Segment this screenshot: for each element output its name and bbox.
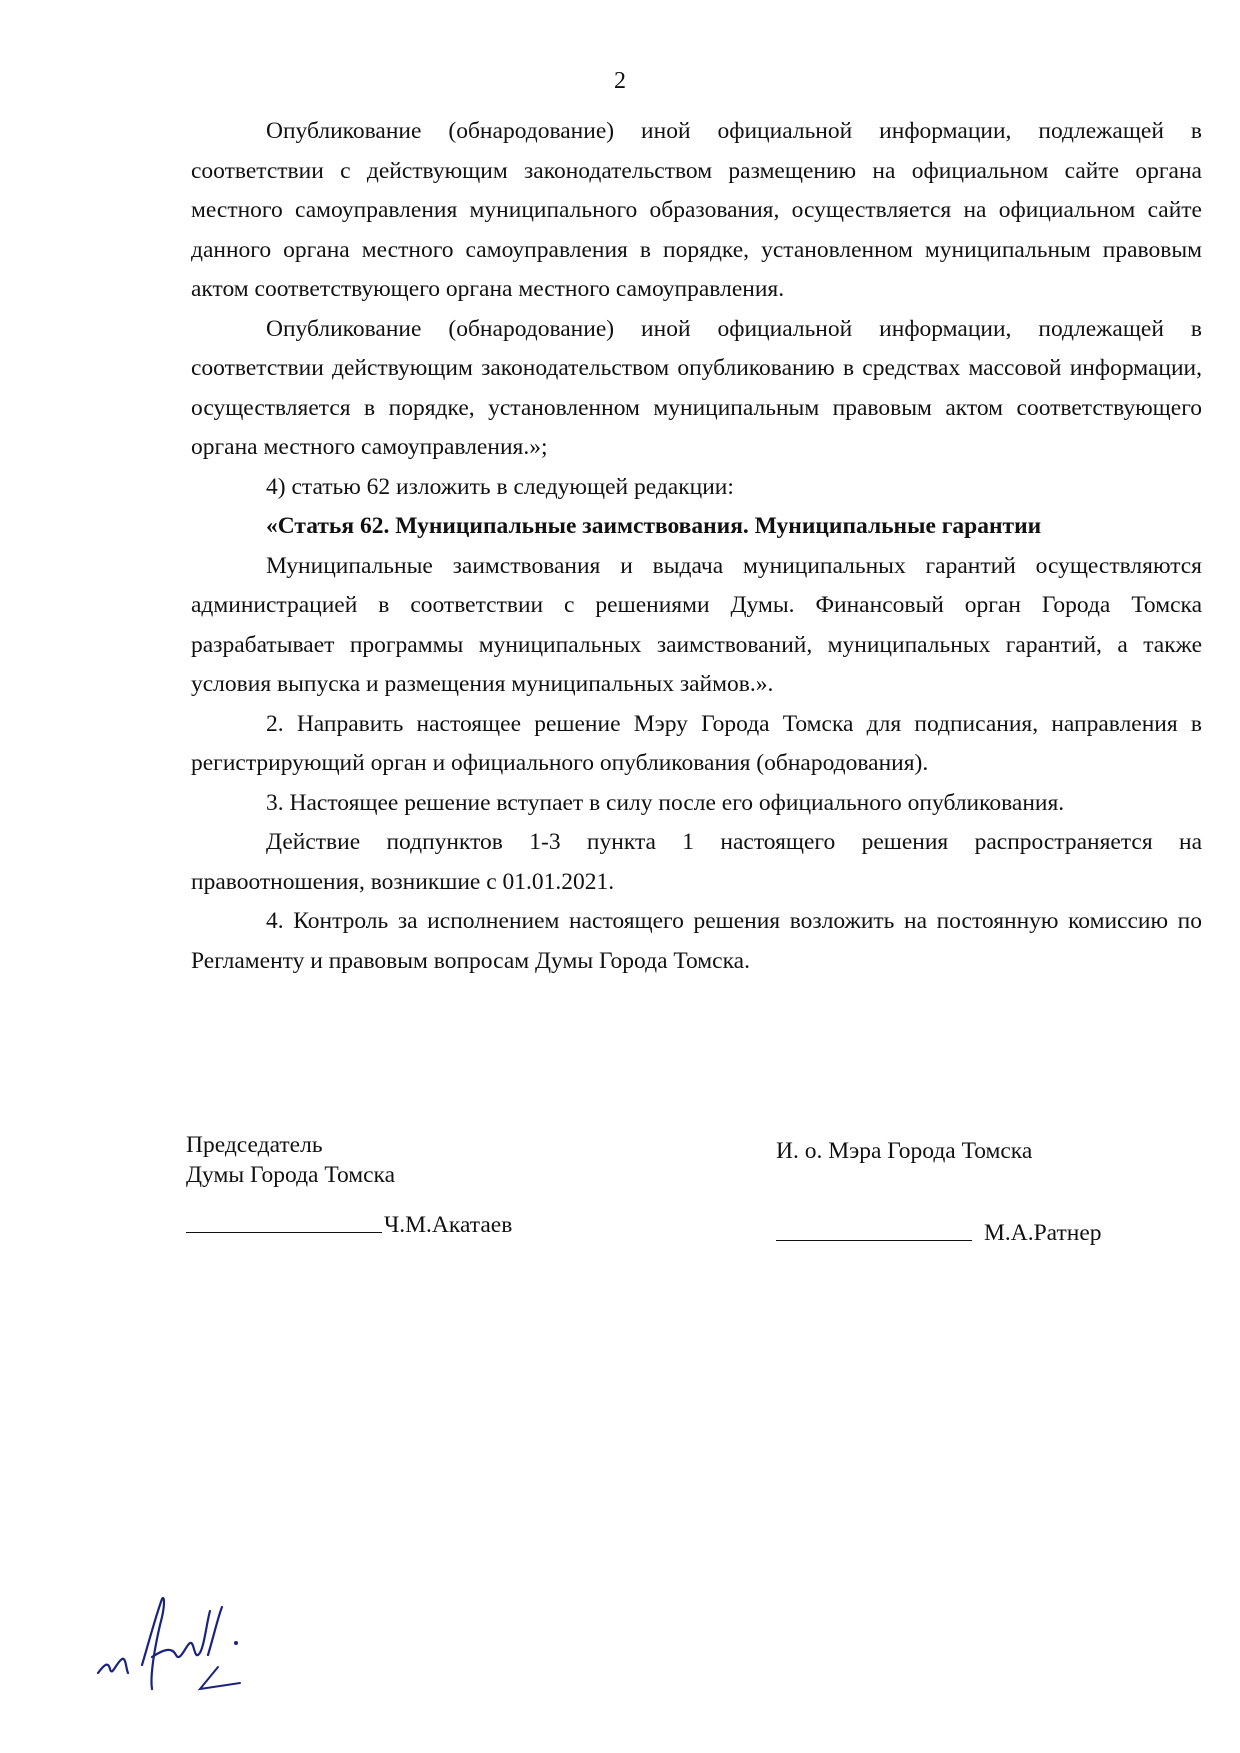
chairman-signature-line <box>186 1232 382 1233</box>
document-body <box>191 112 1202 981</box>
signature-block-chairman <box>186 1130 395 1190</box>
chairman-title-line2: Думы Города Томска <box>186 1162 396 1188</box>
chairman-name: Ч.М.Акатаев <box>384 1212 513 1238</box>
paragraph-publication-website: Опубликование (обнародование) иной официальной информации, подлежащей в соответствии с действующим законодательством размещению на официальном сайте органа местного самоуправления муниципального образования, осуществляется на официальном сайте данного органа местного самоуправления в порядке, установленном муниципальным правовым актом соответствующего органа местного самоуправления. <box>191 118 1202 302</box>
paragraph-item-3: 3. Настоящее решение вступает в силу после его официального опубликования. <box>266 789 1065 816</box>
paragraph-item-4: 4. Контроль за исполнением настоящего решения возложить на постоянную комиссию по Регламенту и правовым вопросам Думы Города Томска. <box>191 908 1202 974</box>
mayor-title: И. о. Мэра Города Томска <box>776 1138 1033 1164</box>
article-62-heading: «Статья 62. Муниципальные заимствования. Муниципальные гарантии <box>266 513 1042 539</box>
paragraph-municipal-borrowings: Муниципальные заимствования и выдача муниципальных гарантий осуществляются администрацией в соответствии с решениями Думы. Финансовый орган Города Томска разрабатывает программы муниципальных заимствований, муниципальных гарантий, а также условия выпуска и размещения муниципальных займов.». <box>191 552 1202 697</box>
mayor-name: М.А.Ратнер <box>984 1220 1102 1246</box>
paragraph-article-62-intro: 4) статью 62 изложить в следующей редакции: <box>266 473 734 500</box>
signature-block-mayor <box>776 1136 1032 1166</box>
handwriting-stroke-2 <box>142 1598 164 1689</box>
handwriting-stroke-5 <box>200 1667 240 1689</box>
handwriting-stroke-1 <box>98 1659 128 1673</box>
paragraph-publication-media: Опубликование (обнародование) иной официальной информации, подлежащей в соответствии действующим законодательством опубликованию в средствах массовой информации, осуществляется в порядке, установленном муниципальным правовым актом соответствующего органа местного самоуправления.»; <box>191 315 1202 460</box>
page-number: 2 <box>614 68 626 94</box>
handwritten-initials <box>90 1585 260 1705</box>
paragraph-effect: Действие подпунктов 1-3 пункта 1 настоящего решения распространяется на правоотношения, возникшие с 01.01.2021. <box>191 829 1202 895</box>
mayor-signature-line <box>776 1240 972 1241</box>
chairman-title-line1: Председатель <box>186 1132 323 1158</box>
paragraph-item-2: 2. Направить настоящее решение Мэру Города Томска для подписания, направления в регистрирующий орган и официального опубликования (обнародования). <box>191 710 1202 776</box>
handwriting-dot <box>234 1641 238 1645</box>
